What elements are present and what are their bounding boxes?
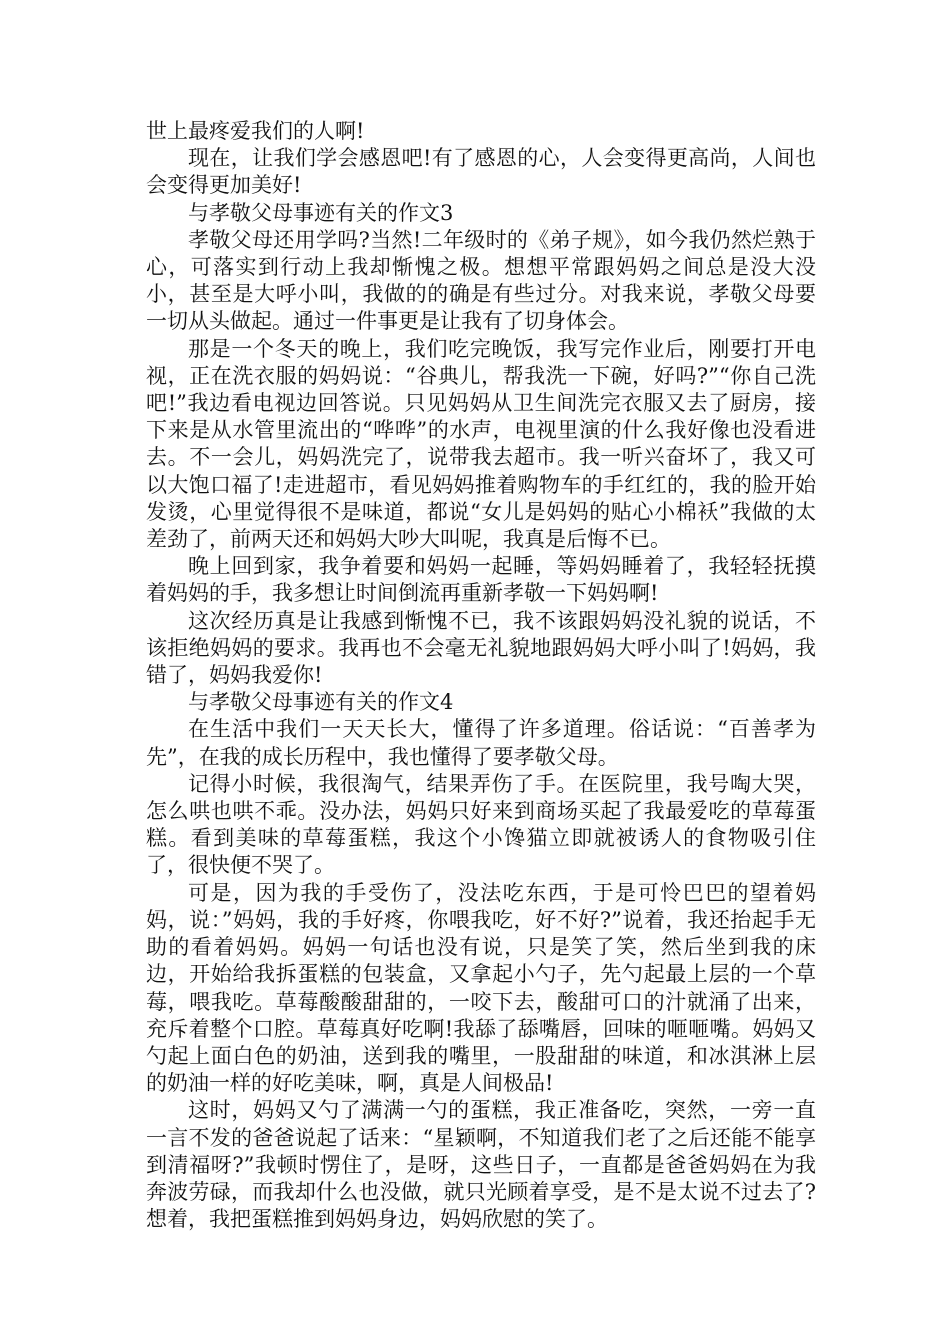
paragraph-closing-line: 世上最疼爱我们的人啊! — [146, 119, 365, 143]
essay-heading-3: 与孝敬父母事迹有关的作文3 — [188, 200, 454, 225]
essay-heading-4: 与孝敬父母事迹有关的作文4 — [188, 690, 454, 715]
paragraph-gratitude: 现在，让我们学会感恩吧!有了感恩的心，人会变得更高尚，人间也会变得更加美好! — [146, 146, 816, 198]
paragraph-essay4-cake: 可是，因为我的手受伤了，没法吃东西，于是可怜巴巴的望着妈妈，说：”妈妈，我的手好疼，你喂我吃，好不好?”说着，我还抬起手无助的看着妈妈。妈妈一句话也没有说，只是笑了笑，然后坐到我的床边，开始给我拆蛋糕的包装盒，又拿起小勺子，先勺起最上层的一个草莓，喂我吃。草莓酸酸甜甜的，一咬下去，酸甜可口的汁就涌了出来，充斥着整个口腔。草莓真好吃啊!我舔了舔嘴唇，回味的咂咂嘴。妈妈又勺起上面白色的奶油，送到我的嘴里，一股甜甜的味道，和冰淇淋上层的奶油一样的好吃美味，啊，真是人间极品! — [146, 880, 816, 1096]
paragraph-essay3-story: 那是一个冬天的晚上，我们吃完晚饭，我写完作业后，刚要打开电视，正在洗衣服的妈妈说：“谷典儿，帮我洗一下碗，好吗?”“你自己洗吧!”我边看电视边回答说。只见妈妈从卫生间洗完衣服又去了厨房，接下来是从水管里流出的“哗哗”的水声，电视里演的什么我好像也没看进去。不一会儿，妈妈洗完了，说带我去超市。我一听兴奋坏了，我又可以大饱口福了!走进超市，看见妈妈推着购物车的手红红的，我的脸开始发烫，心里觉得很不是味道，都说“女儿是妈妈的贴心小棉袄”我做的太差劲了，前两天还和妈妈大吵大叫呢，我真是后悔不已。 — [146, 336, 816, 552]
paragraph-essay3-conclusion: 这次经历真是让我感到惭愧不已，我不该跟妈妈没礼貌的说话，不该拒绝妈妈的要求。我再也不会毫无礼貌地跟妈妈大呼小叫了!妈妈，我错了，妈妈我爱你! — [146, 608, 816, 688]
paragraph-essay4-childhood: 记得小时候，我很淘气，结果弄伤了手。在医院里，我号啕大哭，怎么哄也哄不乖。没办法，妈妈只好来到商场买起了我最爱吃的草莓蛋糕。看到美味的草莓蛋糕，我这个小馋猫立即就被诱人的食物吸引住了，很快便不哭了。 — [146, 771, 816, 878]
paragraph-essay4-father: 这时，妈妈又勺了满满一勺的蛋糕，我正准备吃，突然，一旁一直一言不发的爸爸说起了话来：“星颖啊，不知道我们老了之后还能不能享到清福呀?”我顿时愣住了，是呀，这些日子，一直都是爸爸妈妈在为我奔波劳碌，而我却什么也没做，就只光顾着享受，是不是太说不过去了?想着，我把蛋糕推到妈妈身边，妈妈欣慰的笑了。 — [146, 1098, 816, 1232]
paragraph-essay3-intro: 孝敬父母还用学吗?当然!二年级时的《弟子规》，如今我仍然烂熟于心，可落实到行动上我却惭愧之极。想想平常跟妈妈之间总是没大没小，甚至是大呼小叫，我做的的确是有些过分。对我来说，孝敬父母要一切从头做起。通过一件事更是让我有了切身体会。 — [146, 227, 816, 334]
document-page — [146, 118, 816, 1233]
paragraph-essay3-night: 晚上回到家，我争着要和妈妈一起睡，等妈妈睡着了，我轻轻抚摸着妈妈的手，我多想让时间倒流再重新孝敬一下妈妈啊! — [146, 554, 816, 606]
paragraph-essay4-intro: 在生活中我们一天天长大，懂得了许多道理。俗话说：“百善孝为先”，在我的成长历程中，我也懂得了要孝敬父母。 — [146, 717, 816, 769]
